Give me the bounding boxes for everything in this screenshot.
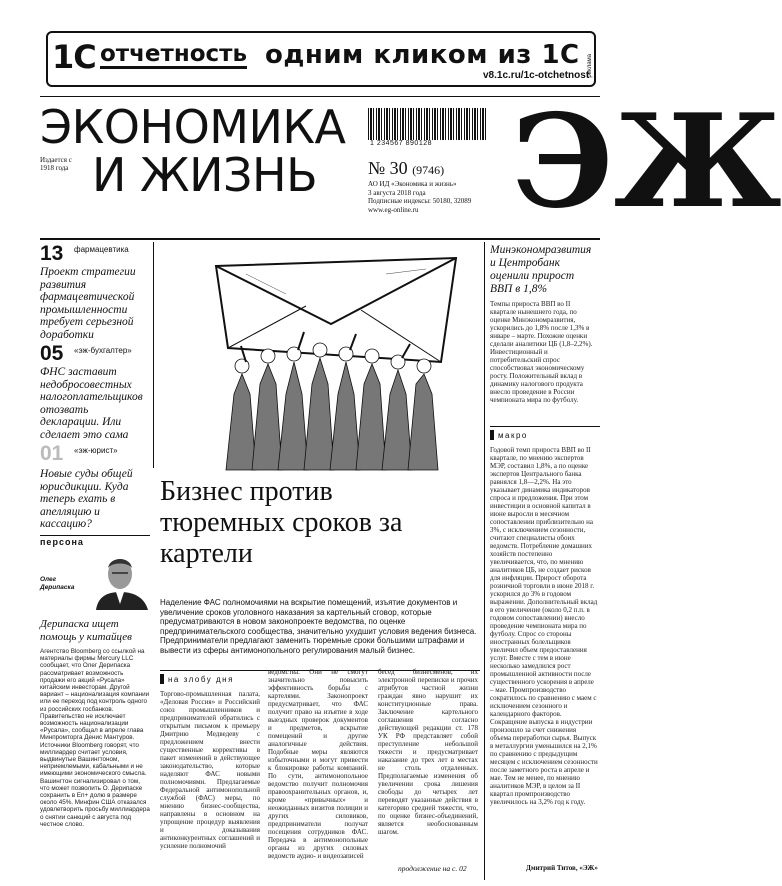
main-lead: Наделение ФАС полномочиями на вскрытие помещений, изъятие документов и увеличение сроков уголовного наказания за картельный сговор, которые предусматриваются в новом законопроекте ведомства, по оценке предпринимательского сообщества, значительно ухудшит условия ведения бизнеса. Предприниматели предлагают заменить тюремные сроки большими штрафами и вывести из сферы антимонопольного регулирования малый бизнес. bbox=[160, 598, 477, 655]
barcode-number: 1 234567 890128 bbox=[370, 140, 432, 147]
sidebar-headline[interactable]: Новые суды общей юрисдикции. Куда теперь ехать в апелляцию и кассацию? bbox=[40, 468, 133, 530]
cartoon-illustration bbox=[186, 244, 476, 470]
ezh-logo: ЭЖ bbox=[512, 87, 782, 237]
article-column-3: бесед бизнесменов, их электронной переписки и прочих атрибутов частной жизни граждан явно нарушит их конституционные права. Заключение картельного соглашения согласно действующей редакции ст. 178 УК РФ представляет собой преступление небольшой тяжести и предусматривает наказание до трех лет в местах не столь отдаленных. Предполагаемые изменения об увеличении срока лишения свободы до четырех лет переводят указанные действия в категорию средней тяжести, что, по оценке бизнес-объединений, является необоснованным шагом. bbox=[378, 668, 478, 836]
right-author: Дмитрий Титов, «ЭЖ» bbox=[526, 864, 598, 872]
sidebar-headline[interactable]: ФНС заставит недобросовестных налогоплательщиков отозвать декларации. Или сделает это сама bbox=[40, 366, 143, 441]
persona-photo bbox=[90, 548, 150, 610]
right-article-text: Годовой темп прироста ВВП во II квартале, по мнению экспертов МЭР, составил 1,8%, а по оценке экспертов Центрального банка равнялся 1,8—2,2%. На это указывает динамика индикаторов спроса и предложения. При этом инвестиции в основной капитал в июне выросли в месячном сопоставлении приблизительно на 3%, с исключением сезонности, считают специалисты обоих ведомств. Потребление домашних хозяйств постепенно увеличивается, что, по мнению аналитиков ЦБ, не создает рисков для инфляции. Прирост оборота розничной торговли в июне 2018 г. ускорился до 3% в годовом выражении. Дополнительный вклад в его увеличение (около 0,2 п.п. в годовом сопоставлении) внесло проведение чемпионата мира по футболу. Спрос со стороны иностранных болельщиков увеличил объем предоставления услуг. Вместе с тем в июне несколько замедлился рост промышленной активности после существенного ускорения в апреле – мае. Промпроизводство сократилось по сравнению с маем с исключением сезонного и календарного факторов. Сокращение выпуска в индустрии произошло за счет снижения объема переработки сырья. Выпуск в металлургии уменьшился на 2,1% по сравнению с предыдущим месяцем с исключением сезонности после заметного роста в апреле и мае. Тем не менее, по мнению аналитиков МЭР, в целом за II квартал промпроизводство увеличилось на 3,2% год к году. bbox=[490, 446, 598, 806]
divider bbox=[490, 426, 600, 427]
ad-logo-word: отчетность bbox=[100, 41, 248, 67]
publisher: АО ИД «Экономика и жизнь» bbox=[368, 180, 457, 188]
persona-label: персона bbox=[40, 535, 150, 549]
persona-text: Агентство Bloomberg со ссылкой на материалы фирмы Mercury LLC сообщает, что Олег Дерипаска рассматривает возможность продажи его акций «Русала» китайским инвесторам. Другой вариант – национализация компании или ее переход под контроль одного из российских госбанков. Правительство не исключает возможность национализации «Русала», сообщал в апреле глава Минпромторга Денис Мантуров. Источники Bloomberg говорят, что миллиардер считает условия, выдвинутые Вашингтоном, неприемлемыми, кабальными и не имеющими экономического смысла. Вашингтон сигнализировал о том, что может позволить О. Дерипаске сохранить в Еn+ долю в размере около 45%. Минфин США отказался удовлетворить просьбу миллиардера о снятии санкций с августа под честное слово. bbox=[40, 648, 150, 828]
sidebar-headline[interactable]: Проект стратегии развития фармацевтической промышленности требует серьезной доработки bbox=[40, 266, 136, 341]
rubric-marker bbox=[160, 674, 164, 684]
ad-logo-1c: 1С bbox=[52, 38, 96, 76]
column-rule bbox=[484, 242, 485, 880]
sidebar-tag: фармацевтика bbox=[74, 245, 129, 254]
masthead-title-line1: ЭКОНОМИКА bbox=[40, 100, 346, 154]
website-link[interactable]: www.eg-online.ru bbox=[368, 205, 419, 214]
sidebar-tag: «эж-бухгалтер» bbox=[74, 346, 132, 355]
rubric-label: макро bbox=[498, 431, 528, 440]
right-headline[interactable]: Минэкономразвития и Центробанк оценили прирост ВВП в 1,8% bbox=[490, 244, 592, 295]
ad-slogan: одним кликом из 1С bbox=[265, 40, 580, 70]
subscription-index: Подписные индексы: 50180, 32089 bbox=[368, 197, 472, 205]
main-headline[interactable]: Бизнес против тюремных сроков за картели bbox=[160, 476, 403, 569]
rubric-marker bbox=[490, 430, 494, 440]
published-since: Издается с 1918 года bbox=[40, 156, 72, 172]
ad-note: реклама bbox=[587, 54, 593, 78]
issue-number: № 30 (9746) bbox=[368, 158, 445, 178]
issue-info bbox=[368, 180, 471, 214]
issue-date: 3 августа 2018 года bbox=[368, 188, 426, 197]
barcode bbox=[368, 108, 488, 140]
persona-name: Олег Дерипаска bbox=[40, 576, 75, 591]
column-rule bbox=[153, 242, 154, 468]
persona-headline[interactable]: Дерипаска ищет помощь у китайцев bbox=[40, 618, 132, 643]
sidebar-page-num[interactable]: 05 bbox=[40, 342, 64, 365]
rubric-label: на злобу дня bbox=[168, 675, 234, 684]
masthead-title-line2: И ЖИЗНЬ bbox=[92, 148, 318, 202]
sidebar-page-num[interactable]: 01 bbox=[40, 442, 64, 465]
sidebar-tag: «эж-юрист» bbox=[74, 446, 118, 455]
ad-url[interactable]: v8.1c.ru/1c-otchetnost bbox=[483, 70, 590, 81]
divider bbox=[40, 238, 600, 240]
article-column-2: ведомства. Они не смогут значительно повысить эффективность борьбы с картелями. Законопроект предусматривает, что ФАС получит право на изъятие в ходе выездных проверок документов и предметов, вскрытие помещений и другие аналогичные действия. Подобные меры являются избыточными и могут привести к блокировке работы компаний. По сути, антимонопольное ведомство получит полномочия правоохранительных органов, и, кроме «привычных» и неожиданных визитов полиции и других силовиков, предприниматели получат посещения сотрудников ФАС. Передача в антимонопольные органы из других силовых ведомств аудио- и видеозаписей bbox=[268, 668, 368, 860]
article-column-1: Торгово-промышленная палата, «Деловая Россия» и Российский союз промышленников и предпринимателей обратились с открытым письмом к премьеру Дмитрию Медведеву с предложением внести существенные коррективы в пакет изменений в действующее законодательство, которые наделяют ФАС новыми полномочиями. Предлагаемые Федеральной антимонопольной службой (ФАС) меры, по мнению бизнес-сообщества, направлены в основном на упрощение процедур выявления и доказывания антиконкурентных соглашений и усиление полномочий bbox=[160, 690, 260, 850]
right-intro-text: Темпы прироста ВВП во II квартале нынешнего года, по оценке Минэкономразвития, ускорились до 1,8% после 1,3% в январе – марте. Похожие оценки сделали аналитики ЦБ (1,8–2,2%). Инвестиционный и потребительский спрос способствовал экономическому росту. Положительный вклад в динамику налогового продукта внесло проведение в России чемпионата мира по футболу. bbox=[490, 300, 593, 404]
sidebar-page-num[interactable]: 13 bbox=[40, 242, 64, 265]
continued-link[interactable]: продолжение на с. 02 bbox=[398, 864, 467, 873]
